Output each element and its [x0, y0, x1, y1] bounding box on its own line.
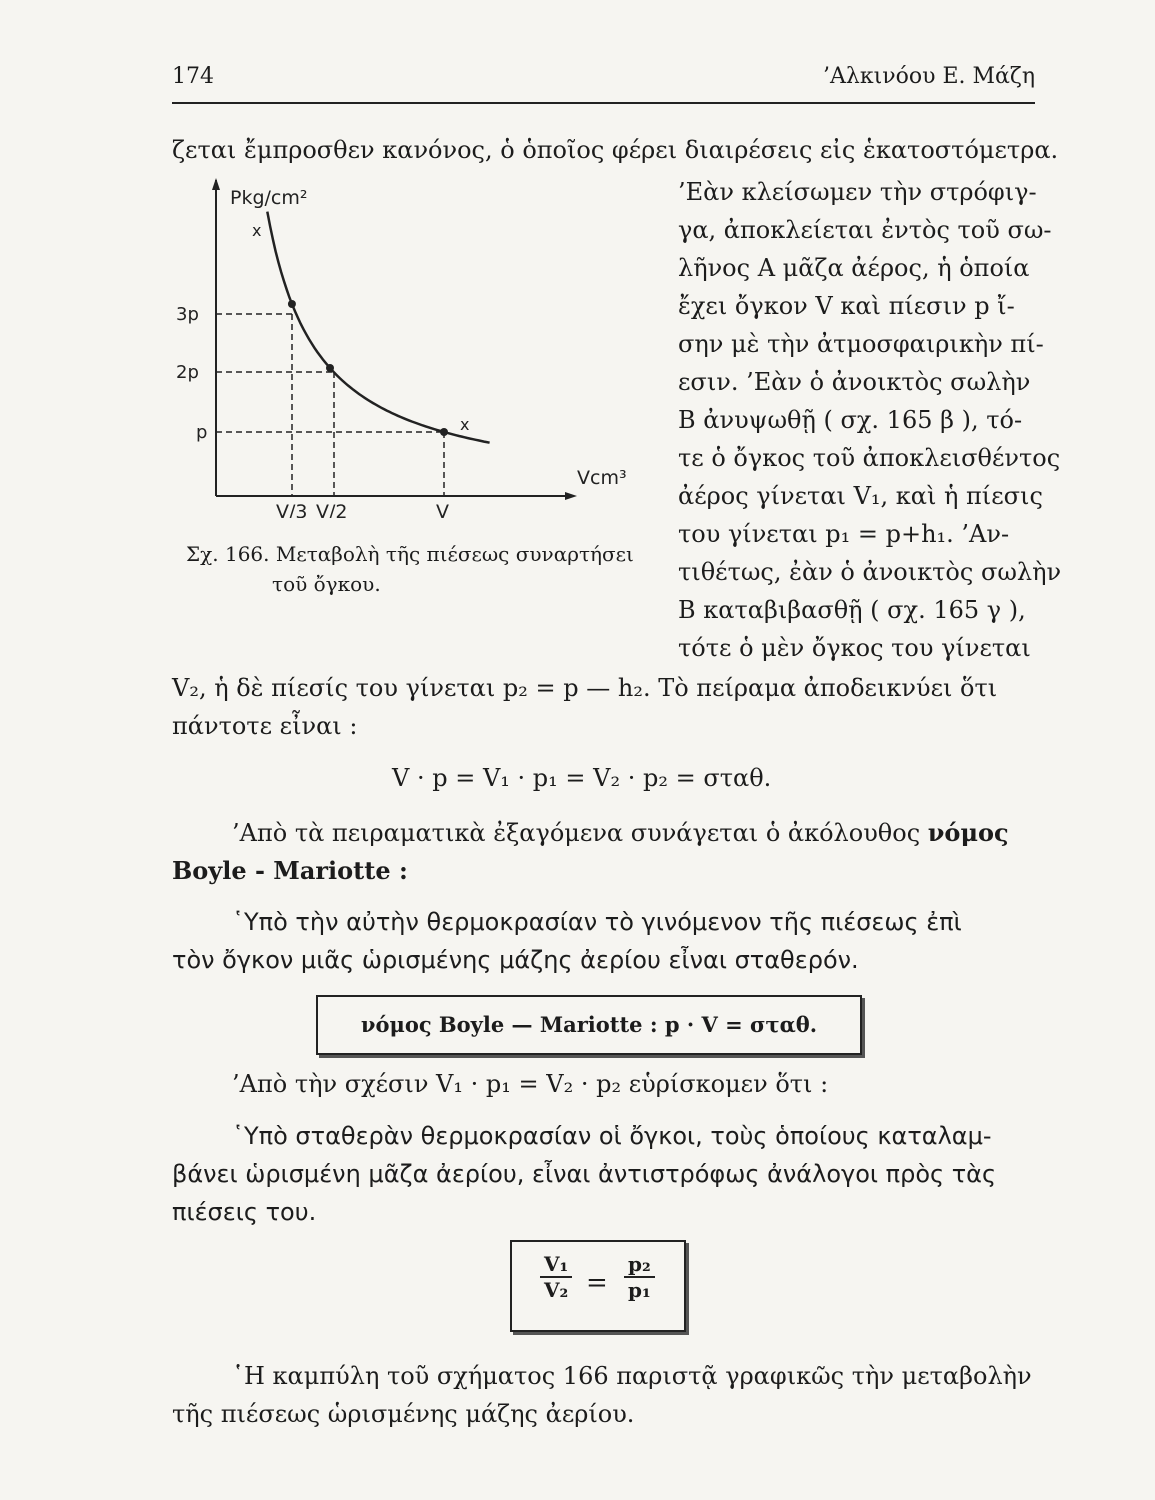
law-name: Boyle - Mariotte :	[172, 856, 408, 885]
x-axis-arrow	[565, 492, 577, 500]
x-unit-label: Vcm³	[577, 467, 627, 489]
data-point-p	[440, 428, 448, 436]
law2-line-2: βάνει ὡρισμένη μᾶζα ἀερίου, εἶναι ἀντιστρόφως ἀνάλογοι πρὸς τὰς	[172, 1160, 997, 1188]
right-line-9: ἀέρος γίνεται V₁, καὶ ἡ πίεσις	[678, 482, 1043, 510]
right-line-5: σην μὲ τὴν ἀτμοσφαιρικὴν πί-	[678, 330, 1044, 358]
data-point-3p	[288, 300, 296, 308]
x-tick-v3: V/3	[276, 501, 308, 518]
right-line-3: λῆνος Α μᾶζα ἀέρος, ἡ ὁποία	[678, 254, 1030, 282]
law-box	[316, 995, 862, 1055]
right-line-4: ἔχει ὄγκον V καὶ πίεσιν p ἴ-	[678, 292, 1015, 320]
volume-ratio-numerator: V₁	[540, 1252, 572, 1278]
last-line-2: τῆς πιέσεως ὡρισμένης μάζης ἀερίου.	[172, 1400, 635, 1428]
right-line-10: του γίνεται p₁ = p+h₁. ’Αν-	[678, 520, 1010, 548]
law-intro-text: ’Απὸ τὰ πειραματικὰ ἐξαγόμενα συνάγεται ὁ ἀκόλουθος	[232, 819, 921, 847]
law1-line-2: τὸν ὄγκον μιᾶς ὡρισμένης μάζης ἀερίου εἶναι σταθερόν.	[172, 946, 859, 974]
ratio-box	[510, 1240, 686, 1332]
data-point-2p	[326, 364, 334, 372]
y-tick-2p: 2p	[176, 362, 199, 383]
formula-product: V · p = V₁ · p₁ = V₂ · p₂ = σταθ.	[392, 764, 772, 792]
y-tick-3p: 3p	[176, 304, 199, 325]
right-line-11: τιθέτως, ἐὰν ὁ ἀνοικτὸς σωλὴν	[678, 558, 1062, 586]
start-marker: x	[252, 221, 262, 240]
relation-line: ’Απὸ τὴν σχέσιν V₁ · p₁ = V₂ · p₂ εὑρίσκομεν ὅτι :	[232, 1070, 829, 1098]
figure-caption-line-2: τοῦ ὄγκου.	[272, 572, 381, 596]
text-line-v2: V₂, ἡ δὲ πίεσίς του γίνεται p₂ = p — h₂. Τὸ πείραμα ἀποδεικνύει ὅτι	[172, 674, 998, 702]
pressure-ratio-numerator: p₂	[624, 1252, 655, 1278]
x-tick-v2: V/2	[316, 501, 348, 518]
text-line-always: πάντοτε εἶναι :	[172, 712, 358, 740]
right-line-2: γα, ἀποκλείεται ἐντὸς τοῦ σω-	[678, 216, 1052, 244]
right-line-7: Β ἀνυψωθῇ ( σχ. 165 β ), τό-	[678, 406, 1023, 434]
pressure-curve	[267, 212, 489, 443]
y-tick-p: p	[196, 422, 208, 443]
right-line-8: τε ὁ ὄγκος τοῦ ἀποκλεισθέντος	[678, 444, 1061, 472]
law-box-text: νόμος Boyle — Mariotte : p · V = σταθ.	[360, 1012, 818, 1037]
x-tick-v: V	[436, 501, 449, 518]
text-line-1: ζεται ἔμπροσθεν κανόνος, ὁ ὁποῖος φέρει διαιρέσεις εἰς ἑκατοστόμετρα.	[172, 136, 1059, 164]
law2-line-3: πιέσεις του.	[172, 1198, 317, 1226]
pressure-volume-graph	[172, 178, 712, 518]
volume-ratio	[540, 1252, 572, 1302]
law1-line-1: ῾Υπὸ τὴν αὐτὴν θερμοκρασίαν τὸ γινόμενον τῆς πιέσεως ἐπὶ	[232, 908, 962, 936]
last-line-1: ῾Η καμπύλη τοῦ σχήματος 166 παριστᾷ γραφικῶς τὴν μεταβολὴν	[232, 1362, 1032, 1390]
law-intro-line	[232, 818, 1009, 847]
ratio-equals: =	[586, 1268, 608, 1298]
pressure-ratio	[624, 1252, 655, 1302]
right-line-6: εσιν. ’Εὰν ὁ ἀνοικτὸς σωλὴν	[678, 368, 1031, 396]
right-line-13: τότε ὁ μὲν ὄγκος του γίνεται	[678, 634, 1031, 662]
end-marker: x	[460, 415, 470, 434]
dashed-guides	[216, 314, 444, 496]
y-axis-arrow	[212, 178, 220, 190]
volume-ratio-denominator: V₂	[544, 1278, 569, 1302]
right-line-12: Β καταβιβασθῇ ( σχ. 165 γ ),	[678, 596, 1026, 624]
law2-line-1: ῾Υπὸ σταθερὰν θερμοκρασίαν οἱ ὄγκοι, τοὺς ὁποίους καταλαμ-	[232, 1122, 992, 1150]
page-header	[172, 60, 1035, 104]
figure-166	[172, 178, 712, 596]
page-number: 174	[172, 64, 214, 89]
running-title: ’Αλκινόου Ε. Μάζη	[823, 64, 1035, 89]
y-unit-label: Pkg/cm²	[230, 187, 308, 209]
figure-caption-line-1: Σχ. 166. Μεταβολὴ τῆς πιέσεως συναρτήσει	[186, 542, 634, 566]
pressure-ratio-denominator: p₁	[628, 1278, 651, 1302]
law-word: νόμος	[927, 818, 1009, 847]
right-line-1: ’Εὰν κλείσωμεν τὴν στρόφιγ-	[678, 178, 1037, 206]
